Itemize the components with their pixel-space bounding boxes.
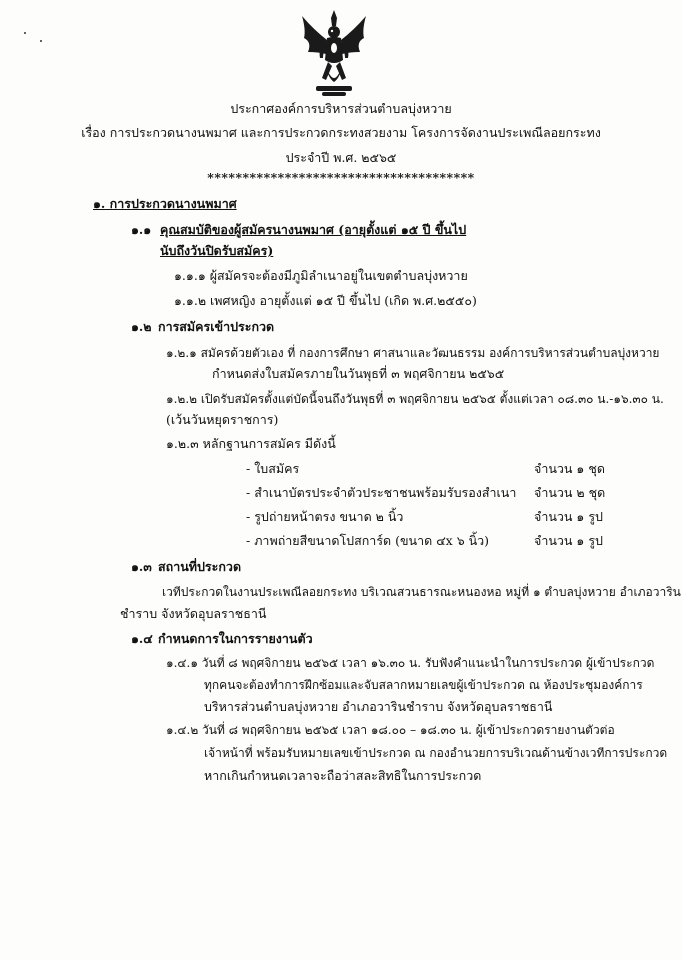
section-1-1-title: คุณสมบัติของผู้สมัครนางนพมาศ (อายุตั้งแต่ ๑๕ ปี ขึ้นไป — [160, 222, 467, 237]
document-qty: จำนวน ๑ รูป — [534, 533, 603, 548]
section-1-3-title: สถานที่ประกวด — [158, 559, 242, 574]
list-item: ๑.๑.๒ เพศหญิง อายุตั้งแต่ ๑๕ ปี ขึ้นไป (เกิด พ.ศ.๒๕๕๐) — [174, 293, 477, 308]
list-item: ๑.๔.๑ วันที่ ๘ พฤศจิกายน ๒๕๖๕ เวลา ๑๖.๓๐ น. รับฟังคำแนะนำในการประกวด ผู้เข้าประกวด — [166, 656, 655, 670]
divider-asterisks: ************************************** — [207, 170, 475, 185]
section-1-4-number: ๑.๔ — [131, 631, 153, 646]
scan-speck — [40, 40, 42, 42]
list-item: ๑.๒.๑ สมัครด้วยตัวเอง ที่ กองการศึกษา ศาสนาและวัฒนธรรม องค์การบริหารส่วนตำบลบุ่งหวาย — [166, 346, 660, 360]
announcement-title: ประกาศองค์การบริหารส่วนตำบลบุ่งหวาย — [230, 101, 452, 116]
list-item-cont: ทุกคนจะต้องทำการฝึกซ้อมและจับสลากหมายเลขผู้เข้าประกวด ณ ห้องประชุมองค์การ — [204, 678, 643, 692]
list-item-cont: เจ้าหน้าที่ พร้อมรับหมายเลขเข้าประกวด ณ กองอำนวยการบริเวณด้านข้างเวทีการประกวด — [204, 746, 668, 760]
announcement-subject: เรื่อง การประกวดนางนพมาศ และการประกวดกระทงสวยงาม โครงการจัดงานประเพณีลอยกระทง — [81, 125, 601, 140]
section-1-2-number: ๑.๒ — [131, 319, 152, 334]
list-item: ๑.๔.๒ วันที่ ๘ พฤศจิกายน ๒๕๖๕ เวลา ๑๘.๐๐ – ๑๘.๓๐ น. ผู้เข้าประกวดรายงานตัวต่อ — [166, 723, 615, 737]
list-item-cont: (เว้นวันหยุดราชการ) — [166, 412, 279, 427]
paragraph-cont: ชำราบ จังหวัดอุบลราชธานี — [120, 606, 267, 621]
list-item-cont: บริหารส่วนตำบลบุ่งหวาย อำเภอวารินชำราบ จังหวัดอุบลราชธานี — [204, 699, 553, 714]
document-qty: จำนวน ๑ รูป — [534, 509, 603, 524]
list-item-cont: หากเกินกำหนดเวลาจะถือว่าสละสิทธิในการประกวด — [204, 768, 482, 783]
list-item-cont: กำหนดส่งใบสมัครภายในวันพุธที่ ๓ พฤศจิกายน ๒๕๖๕ — [212, 366, 505, 381]
document-name: - สำเนาบัตรประจำตัวประชาชนพร้อมรับรองสำเนา — [246, 485, 517, 500]
garuda-emblem-icon — [296, 8, 372, 98]
section-1-2-title: การสมัครเข้าประกวด — [158, 319, 275, 334]
paragraph: เวทีประกวดในงานประเพณีลอยกระทง บริเวณสวนธารณะหนองหอ หมู่ที่ ๑ ตำบลบุ่งหวาย อำเภอวาริน — [162, 585, 681, 599]
section-1-3-number: ๑.๓ — [131, 559, 152, 574]
announcement-year: ประจำปี พ.ศ. ๒๕๖๕ — [285, 150, 397, 165]
document-name: - ใบสมัคร — [246, 461, 300, 476]
section-1-4-title: กำหนดการในการรายงานตัว — [158, 631, 313, 646]
section-1-heading: ๑. การประกวดนางนพมาศ — [93, 196, 237, 211]
list-item: ๑.๒.๒ เปิดรับสมัครตั้งแต่บัดนี้จนถึงวันพุธที่ ๓ พฤศจิกายน ๒๕๖๕ ตั้งแต่เวลา ๐๘.๓๐ น.-๑๖.๓๐ น. — [166, 392, 664, 406]
section-1-1-number: ๑.๑ — [131, 222, 152, 237]
list-item: ๑.๑.๑ ผู้สมัครจะต้องมีภูมิลำเนาอยู่ในเขตตำบลบุ่งหวาย — [174, 268, 468, 283]
section-1-1-title-cont: นับถึงวันปิดรับสมัคร) — [160, 243, 274, 258]
list-item: ๑.๒.๓ หลักฐานการสมัคร มีดังนี้ — [166, 436, 336, 451]
scan-speck — [24, 32, 26, 34]
document-qty: จำนวน ๒ ชุด — [534, 485, 606, 500]
document-qty: จำนวน ๑ ชุด — [534, 461, 605, 476]
document-name: - ภาพถ่ายสีขนาดโปสการ์ด (ขนาด ๔x ๖ นิ้ว) — [246, 533, 490, 548]
document-name: - รูปถ่ายหน้าตรง ขนาด ๒ นิ้ว — [246, 509, 404, 524]
